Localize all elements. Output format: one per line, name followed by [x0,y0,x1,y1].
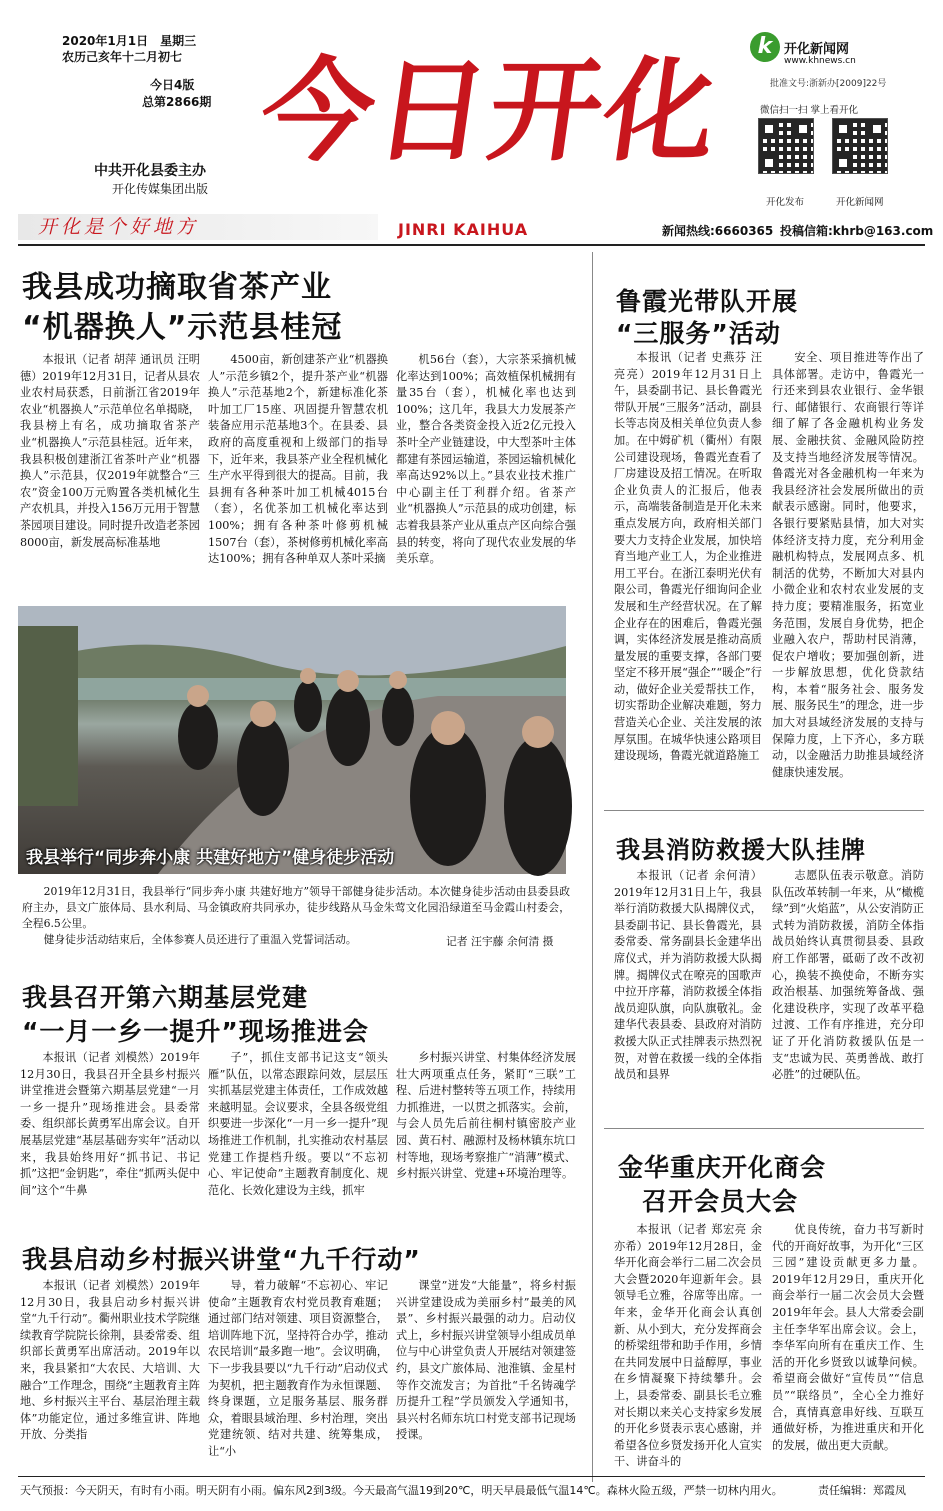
date-line: 2020年1月1日 星期三 [62,34,197,48]
qr2-label: 开化新闻网 [836,197,884,208]
weather-forecast: 天气预报：今天阴天，有时有小雨。明天阴有小雨。偏东风2到3级。今天最高气温19到20℃，明天早晨最低气温14℃。森林火险五级，严禁一切林内用火。 [20,1484,783,1497]
fire-body-col2: 志愿队伍表示敬意。消防队伍改革转制一年来，从“橄榄绿”到“火焰蓝”，从公安消防正式转为消防救援，消防全体指战员始终认真贯彻县委、县政府工作部署，砥砺了改不改初心，换装不换使命，不断夯实政治根基、加强统筹备战、强化建设秩序，实现了改革平稳过渡、工作有序推进，充分印证了开化消防救援队伍是一支“忠诚为民、英勇善战、敢打必胜”的过硬队伍。 [772,869,924,1082]
party-headline-2: “一月一乡一提升”现场推进会 [22,1017,369,1046]
right-divider-2 [604,1128,924,1129]
site-logo-icon: k [750,32,780,62]
party-headline-1: 我县召开第六期基层党建 [22,983,309,1012]
party-body-col3: 乡村振兴讲堂、村集体经济发展壮大两项重点任务，紧盯“三联”工程、后进村整转等五项工作，持续用力抓推进，一以贯之抓落实。会前，与会人员先后前往桐村镇密胶产业园、黄石村、融源村及杨林镇东坑口村等地，现场考察推广“消薄”模式、乡村振兴讲堂、党建+环境治理等。 [396,1051,576,1181]
submission-email[interactable]: 投稿信箱:khrb@163.com [780,224,934,238]
qr-code-kaihua-release[interactable] [758,118,814,174]
chamber-headline-1: 金华重庆开化商会 [618,1153,827,1182]
party-body-col2: 子”，抓住支部书记这支“领头雁”队伍，以常态跟踪问效，层层压实抓基层党建主体责任，工作成效越来越明显。会议要求，全县各级党组织要进一步深化“一月一乡一提升”现场推进工作机制，扎实推动农村基层党建工作提档升级。要以“不忘初心、牢记使命”主题教育制度化、规范化、长效化建设为主线，抓牢 [208,1051,388,1197]
issue-line: 总第2866期 [142,95,212,109]
qr-code-kaihua-news[interactable] [832,118,888,174]
tea-headline-1: 我县成功摘取省茶产业 [22,270,332,305]
photo-tree [18,626,78,806]
right-divider-1 [604,810,924,811]
tea-body-col2: 4500亩，新创建茶产业“机器换人”示范乡镇2个，提升茶产业“机器换人”示范基地2个，新建标准化茶叶加工厂15座、巩固提升智慧农机装备应用示范基地3个。在县委、县政府的高度重视和上级部门的指导下，近年来，我县茶产业全程机械化生产水平得到很大的提高。目前，我县拥有各种茶叶加工机械4015台（套），名优茶加工机械化率达到100%；拥有各种茶叶修剪机械1507台（套），茶树修剪机械化率高达100%；拥有各种单双人茶叶采摘 [208,353,388,566]
footer-divider [18,1476,925,1477]
site-name: 开化新闻网 [784,42,850,57]
lu-headline-2: “三服务”活动 [616,319,781,348]
lecture-body-col2: 导，着力破解“不忘初心、牢记使命”主题教育农村党员教育难题；通过部门结对领建、项目资源整合，培训阵地下沉，坚持符合办学，推动农民培训“最多跑一地”。会议明确，下一步我县要以“九千行动”启动仪式为契机，把主题教育作为永恒课题、终身课题，立足服务基层、服务群众，着眼县域治理、乡村治理，突出党建统领、结对共建、统筹集成，让“小 [208,1279,388,1458]
site-url: www.khnews.cn [784,56,856,66]
party-body-col1: 本报讯（记者 刘模然）2019年12月30日，我县召开全县乡村振兴讲堂推进会暨第六期基层党建“一月一乡一提升”现场推进会。县委常委、组织部长黄勇军出席会议。自开展基层党建“基层基础夯实年”活动以来，我县始终用好“抓书记、书记抓”这把“金钥匙”，牵住“抓两头促中间”这个“牛鼻 [20,1051,200,1197]
photo-caption-title: 我县举行“同步奔小康 共建好地方”健身徒步活动 [26,848,395,868]
qr1-label: 开化发布 [766,197,805,208]
lecture-body-col3: 课堂”迸发“大能量”，将乡村振兴讲堂建设成为美丽乡村”最美的风景”、乡村振兴最强的动力。启动仪式上，乡村振兴讲堂领导小组成员单位与中心讲堂负责人开展结对领建签约，县文广旅体局、池淮镇、金星村等作交流发言；为首批“千名铸魂学历提升工程”学员颁发入学通知书，县兴村名师东坑口村党支部书记现场授课。 [396,1279,576,1442]
lecture-body-col1: 本报讯（记者 刘模然）2019年12月30日，我县启动乡村振兴讲堂“九千行动”。衢州职业技术学院继续教育学院院长徐荆，县委常委、组织部长黄勇军出席活动。2019年以来，我县紧扣“大农民、大培训、大融合”工作理念，围绕“主题教育主阵地、乡村振兴主平台、基层治理主载体”功能定位，通过多维宣讲、阵地开放、分类指 [20,1279,200,1442]
photo-caption-body: 2019年12月31日，我县举行“同步奔小康 共建好地方”领导干部健身徒步活动。本次健身徒步活动由县委县政府主办，县文广旅体局、县水利局、马金镇政府共同承办，徒步线路从马金朱莺文化园沿绿道至马金霞山村委会，全程6.5公里。 [22,885,570,930]
tea-body-col3: 机56台（套），大宗茶采摘机械化率达到100%；高效植保机械拥有量35台（套），机械化率也达到100%；这几年，我县大力发展茶产业，整合各类资金投入近2亿元投入茶叶全产业链建设，中大型茶叶主体都建有茶园运输道，茶园运输机械化率高达92%以上。”县农业技术推广中心副主任丁利群介绍。省茶产业“机器换人”示范县的成功创建，标志着我县茶产业从重点产区向综合强县的转变，将向了现代农业发展的华美乐章。 [396,353,576,566]
hiking-activity-photo[interactable] [18,606,566,874]
photo-scene [18,606,566,874]
fire-headline: 我县消防救援大队挂牌 [616,836,866,864]
scan-tip: 微信扫一扫 掌上看开化 [760,105,859,116]
publisher: 开化传媒集团出版 [112,182,209,196]
news-hotline: 新闻热线:6660365 [662,224,774,238]
responsible-editor: 责任编辑：郑霞凤 [818,1484,906,1497]
approval-number: 批准文号:浙新办[2009]22号 [770,79,887,89]
title-pinyin: JINRI KAIHUA [398,220,529,239]
sponsor: 中共开化县委主办 [94,163,206,179]
chamber-headline-2: 召开会员大会 [642,1187,799,1216]
fire-body-col1: 本报讯（记者 余何清）2019年12月31日上午，我县举行消防救援大队揭牌仪式，县委副书记、县长鲁霞光，县委常委、常务副县长金建华出席仪式，并为消防救援大队揭牌。揭牌仪式在嘹亮的国歌声中拉开序幕，消防救援全体指战员迎队旗，向队旗敬礼。金建华代表县委、县政府对消防救援大队正式挂牌表示热烈祝贺，对曾在救援一线的全体指战员和县界 [614,869,762,1082]
vertical-divider [592,252,593,1482]
lu-headline-1: 鲁霞光带队开展 [616,287,799,316]
lu-body-col2: 安全、项目推进等作出了具体部署。走访中，鲁霞光一行还来到县农业银行、金华银行、邮储银行、农商银行等详细了解了各金融机构业务发展、金融扶贫、金融风险防控及支持当地经济发展等情况。鲁霞光对各金融机构一年来为我县经济社会发展所做出的贡献表示感谢。同时，他要求，各银行要紧贴县情，加大对实体经济支持力度，充分利用金融机构特点，发展网点多、机制活的优势，不断加大对县内小微企业和农村农业发展的支持力度；要精准服务，拓宽业务范围，发展自身优势，把企业融入农户，帮助村民消薄，促农户增收；要加强创新，进一步解放思想，优化贷款结构，本着“服务社会、服务发展、服务民生”的理念，进一步加大对县域经济发展的支持与保障力度，上下齐心，多方联动，以金融活力助推县域经济健康快速发展。 [772,351,924,779]
chamber-body-col2: 优良传统，奋力书写新时代的开商好故事，为开化“三区三园”建设贡献更多力量。2019年12月29日，重庆开化商会举行一届二次会员大会暨2019年年会。县人大常委会副主任李华军出席会议。会上，李华军向所有在重庆工作、生活的开化乡贤致以诚挚问候。希望商会做好“宣传员”“信息员”“联络员”，全心全力推好合，真情真意串好线、互联互通做好桥，为推进重庆和开化的发展，做出更大贡献。 [772,1223,924,1452]
lecture-headline: 我县启动乡村振兴讲堂“九千行动” [22,1245,421,1274]
photo-caption-body-2: 健身徒步活动结束后，全体参赛人员还进行了重温入党誓词活动。 [43,933,357,946]
slogan-banner: 开化是个好地方 [18,214,378,240]
newspaper-title: 今日开化 [252,46,728,177]
masthead-divider [18,244,925,246]
edition-line: 今日4版 [150,78,195,92]
chamber-body-col1: 本报讯（记者 郑宏亮 余亦希）2019年12月28日，金华开化商会举行二届二次会员大会暨2020年迎新年会。县领导毛立雅，谷席等出席。一年来，金华开化商会认真创新、从小到大，充分发挥商会的桥梁纽带和助手作用，乡情在共同发展中日益醇厚，事业在乡情凝聚下持续攀升。会上，县委常委、副县长毛立雅对长期以来关心支持家乡发展的开化乡贤表示衷心感谢，并希望各位乡贤发扬开化人宣实干、讲奋斗的 [614,1223,762,1469]
tea-body-col1: 本报讯（记者 胡萍 通讯员 汪明德）2019年12月31日，记者从县农业农村局获悉，日前浙江省2019年农业“机器换人”示范单位名单揭晓，我县榜上有名，成功摘取省茶产业“机器换人”示范县桂冠。近年来，我县积极创建浙江省茶叶产业“机器换人”示范县，仅2019年就整合“三农”资金100万元购置各类机械化生产农机具，并投入156万元用于智慧茶园项目建设。同时提升改造老茶园8000亩，新发展高标准基地 [20,353,201,549]
tea-headline-2: “机器换人”示范县桂冠 [22,310,343,345]
photo-credit: 记者 汪宇藤 余何清 摄 [446,935,554,948]
lunar-line: 农历己亥年十二月初七 [62,50,183,64]
lu-body-col1: 本报讯（记者 史燕芬 汪亮亮）2019年12月31日上午，县委副书记、县长鲁霞光带队开展“三服务”活动，副县长等志岗及相关单位负责人参加。在中姆矿机（衢州）有限公司建设现场，鲁霞光查看了厂房建设及招工情况。在听取企业负责人的汇报后，他表示，高端装备制造是开化未来重点发展方向，政府相关部门要大力支持企业发展，加快培育当地产业工人，为企业推进用工平台。在浙江泰明光伏有限公司，鲁霞光仔细询问企业发展和生产经营状况。在了解企业存在的困难后，鲁霞光强调，实体经济发展是推动高质量发展的重要支撑，各部门要坚定不移开展“强企”“暖企”行动，做好企业关爱帮扶工作，切实帮助企业解决难题，努力营造关心企业、关注发展的浓厚氛围。在城华快速公路项目建设现场，鲁霞光就道路施工 [614,351,762,763]
